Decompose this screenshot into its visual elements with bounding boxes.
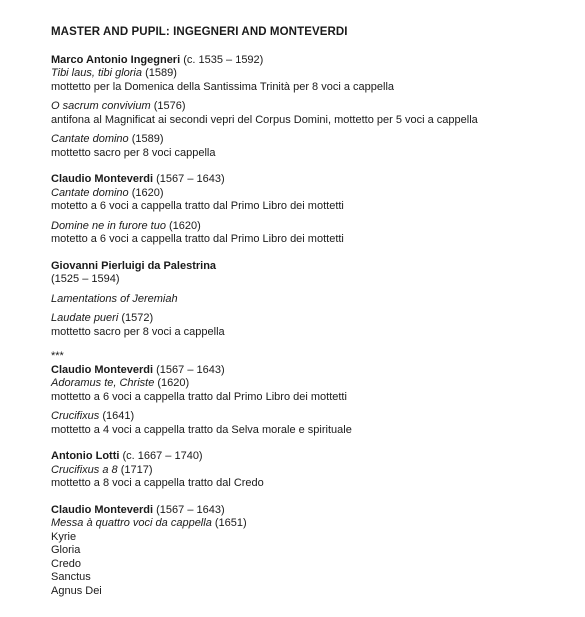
work-item — [51, 220, 565, 247]
work-item — [51, 377, 565, 404]
work-year: (1589) — [131, 133, 164, 145]
work-description: mottetto a 4 voci a cappella tratto da Selva morale e spirituale — [51, 423, 352, 436]
work-title: Messa à quattro voci da cappella — [51, 517, 212, 529]
work-year: (1717) — [120, 463, 153, 476]
work-item — [51, 133, 565, 160]
work-item — [51, 464, 565, 491]
work-title: Adoramus te, Christe — [51, 377, 155, 389]
composer-name: Claudio Monteverdi — [51, 503, 154, 516]
composer-dates: (c. 1667 – 1740) — [122, 450, 203, 462]
work-description: mottetto per la Domenica della Santissima Trinità per 8 voci a cappella — [51, 80, 395, 93]
composer-block-lotti — [51, 450, 565, 491]
composer-heading — [51, 364, 565, 378]
work-item — [51, 312, 565, 339]
mass-movement: Gloria — [51, 544, 81, 556]
composer-block-ingegneri — [51, 54, 565, 161]
composer-dates: (c. 1535 – 1592) — [183, 53, 264, 66]
work-year: (1620) — [157, 377, 190, 389]
composer-block-palestrina — [51, 260, 565, 340]
composer-dates: (1525 – 1594) — [51, 273, 120, 285]
composer-name: Giovanni Pierluigi da Palestrina — [51, 259, 217, 272]
work-item — [51, 517, 565, 598]
composer-heading — [51, 504, 565, 518]
work-year: (1576) — [153, 100, 186, 112]
work-description: antifona al Magnificat ai secondi vepri del Corpus Domini, mottetto per 5 voci a cappella — [51, 113, 478, 126]
composer-heading — [51, 54, 565, 68]
work-description: mottetto sacro per 8 voci cappella — [51, 146, 216, 159]
work-item — [51, 187, 565, 214]
work-year: (1572) — [121, 312, 154, 324]
work-description: mottetto sacro per 8 voci a cappella — [51, 325, 225, 338]
work-year: (1620) — [131, 186, 164, 199]
work-title: Cantate domino — [51, 186, 129, 199]
composer-dates: (1567 – 1643) — [156, 363, 225, 376]
composer-block-monteverdi-3 — [51, 504, 565, 599]
work-title: Cantate domino — [51, 133, 129, 145]
work-title: Crucifixus a 8 — [51, 463, 118, 476]
composer-heading — [51, 173, 565, 187]
work-title: O sacrum convivium — [51, 100, 151, 112]
composer-name: Claudio Monteverdi — [51, 173, 154, 185]
work-title: Laudate pueri — [51, 312, 119, 324]
mass-movement: Kyrie — [51, 530, 77, 543]
work-year: (1641) — [102, 410, 135, 422]
work-description: mottetto a 8 voci a cappella tratto dal Credo — [51, 477, 264, 489]
composer-name: Antonio Lotti — [51, 450, 120, 462]
composer-block-monteverdi-1 — [51, 173, 565, 247]
mass-movement: Credo — [51, 557, 81, 570]
work-title: Tibi laus, tibi gloria — [51, 67, 142, 79]
mass-movement: Sanctus — [51, 571, 91, 583]
work-year: (1620) — [169, 219, 201, 232]
work-title: Domine ne in furore tuo — [51, 219, 166, 232]
composer-block-monteverdi-2 — [51, 364, 565, 438]
work-item — [51, 293, 565, 307]
composer-name: Claudio Monteverdi — [51, 363, 154, 376]
work-item — [51, 100, 565, 127]
programme-title: MASTER AND PUPIL: INGEGNERI AND MONTEVERDI — [51, 26, 348, 38]
work-description: motetto a 6 voci a cappella tratto dal Primo Libro dei mottetti — [51, 233, 344, 245]
work-item — [51, 67, 565, 94]
work-year: (1651) — [214, 517, 247, 529]
composer-dates: (1567 – 1643) — [156, 503, 225, 516]
section-separator: *** — [51, 350, 64, 362]
work-item — [51, 410, 565, 437]
composer-heading — [51, 450, 565, 464]
composer-name: Marco Antonio Ingegneri — [51, 53, 181, 66]
work-description: motetto a 6 voci a cappella tratto dal Primo Libro dei mottetti — [51, 200, 344, 212]
work-description: mottetto a 6 voci a cappella tratto dal Primo Libro dei mottetti — [51, 390, 347, 403]
work-title: Lamentations of Jeremiah — [51, 292, 178, 305]
work-year: (1589) — [145, 67, 177, 79]
work-title: Crucifixus — [51, 410, 100, 422]
composer-dates: (1567 – 1643) — [156, 173, 225, 185]
mass-movement: Agnus Dei — [51, 584, 102, 597]
